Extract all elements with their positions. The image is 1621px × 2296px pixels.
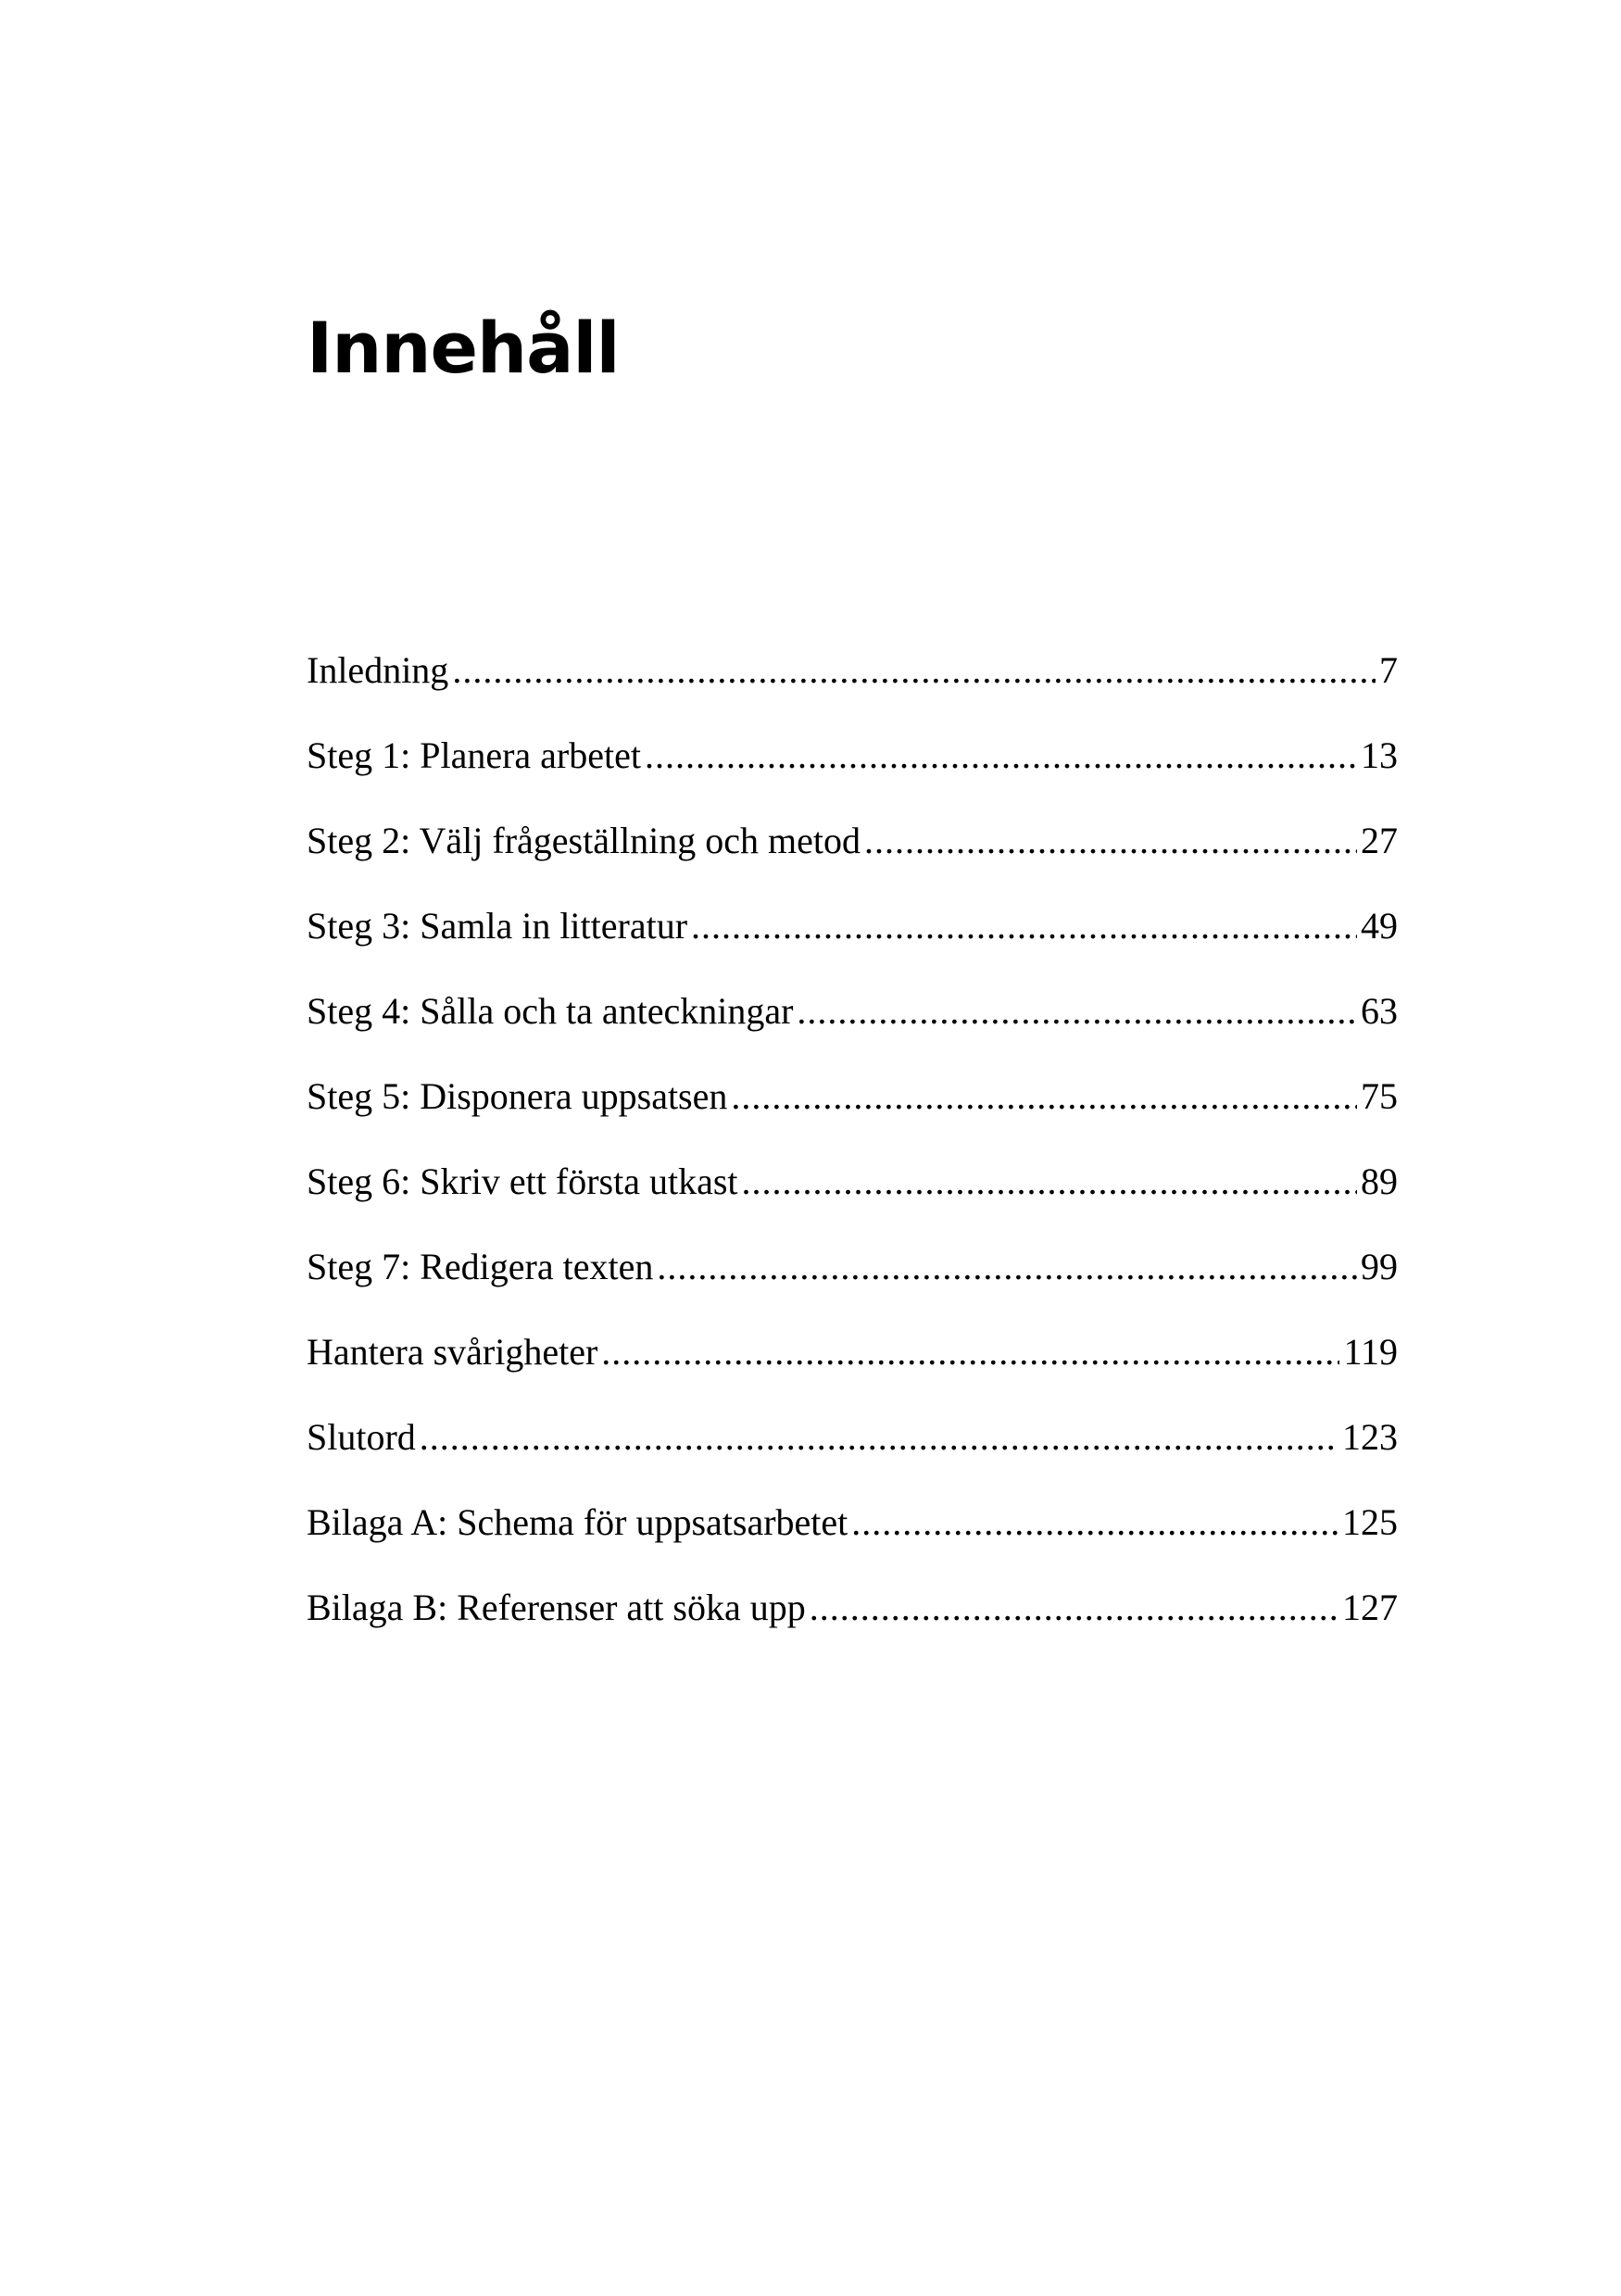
toc-dot-leader: [810, 1586, 1338, 1629]
toc-dot-leader: [645, 734, 1357, 777]
toc-entry-bilaga-a[interactable]: [307, 1500, 1398, 1586]
toc-entry-label: Steg 1: Planera arbetet: [307, 734, 645, 777]
toc-entry-steg-3[interactable]: [307, 904, 1398, 989]
toc-dot-leader: [601, 1330, 1339, 1374]
toc-entry-steg-7[interactable]: [307, 1245, 1398, 1330]
toc-entry-label: Bilaga B: Referenser att söka upp: [307, 1586, 810, 1629]
toc-entry-label: Steg 3: Samla in litteratur: [307, 904, 691, 947]
toc-entry-page-number: 119: [1343, 1331, 1398, 1373]
toc-entry-page-number: 63: [1361, 990, 1398, 1032]
toc-entry-page-number: 49: [1361, 905, 1398, 947]
toc-dot-leader: [420, 1415, 1338, 1459]
toc-entry-label: Hantera svårigheter: [307, 1330, 601, 1374]
toc-entry-inledning[interactable]: [307, 648, 1398, 734]
toc-entry-steg-6[interactable]: [307, 1160, 1398, 1245]
toc-entry-page-number: 75: [1361, 1075, 1398, 1117]
toc-dot-leader: [851, 1500, 1338, 1544]
table-of-contents: [307, 648, 1398, 1671]
toc-dot-leader: [731, 1074, 1357, 1118]
toc-dot-leader: [864, 819, 1357, 862]
toc-entry-label: Inledning: [307, 648, 452, 692]
toc-dot-leader: [742, 1160, 1357, 1203]
toc-entry-steg-1[interactable]: [307, 734, 1398, 819]
toc-entry-label: Steg 6: Skriv ett första utkast: [307, 1160, 742, 1203]
toc-entry-steg-2[interactable]: [307, 819, 1398, 904]
toc-entry-page-number: 99: [1361, 1246, 1398, 1287]
toc-dot-leader: [452, 648, 1376, 692]
toc-entry-steg-5[interactable]: [307, 1074, 1398, 1160]
toc-entry-page-number: 123: [1342, 1416, 1398, 1458]
toc-entry-page-number: 27: [1361, 820, 1398, 861]
page-title: Innehåll: [307, 307, 620, 389]
toc-entry-bilaga-b[interactable]: [307, 1586, 1398, 1671]
toc-entry-page-number: 13: [1361, 734, 1398, 776]
toc-entry-label: Slutord: [307, 1415, 420, 1459]
toc-entry-page-number: 89: [1361, 1161, 1398, 1202]
toc-dot-leader: [691, 904, 1357, 947]
toc-entry-label: Bilaga A: Schema för uppsatsarbetet: [307, 1500, 851, 1544]
toc-dot-leader: [657, 1245, 1357, 1288]
toc-entry-label: Steg 2: Välj frågeställning och metod: [307, 819, 864, 862]
toc-entry-label: Steg 7: Redigera texten: [307, 1245, 657, 1288]
toc-entry-label: Steg 5: Disponera uppsatsen: [307, 1074, 731, 1118]
toc-dot-leader: [797, 989, 1357, 1033]
toc-entry-hantera-svarigheter[interactable]: [307, 1330, 1398, 1415]
toc-entry-steg-4[interactable]: [307, 989, 1398, 1074]
toc-entry-page-number: 125: [1342, 1501, 1398, 1543]
toc-entry-label: Steg 4: Sålla och ta anteckningar: [307, 989, 797, 1033]
toc-entry-page-number: 7: [1379, 649, 1398, 691]
toc-entry-page-number: 127: [1342, 1587, 1398, 1628]
toc-entry-slutord[interactable]: [307, 1415, 1398, 1500]
